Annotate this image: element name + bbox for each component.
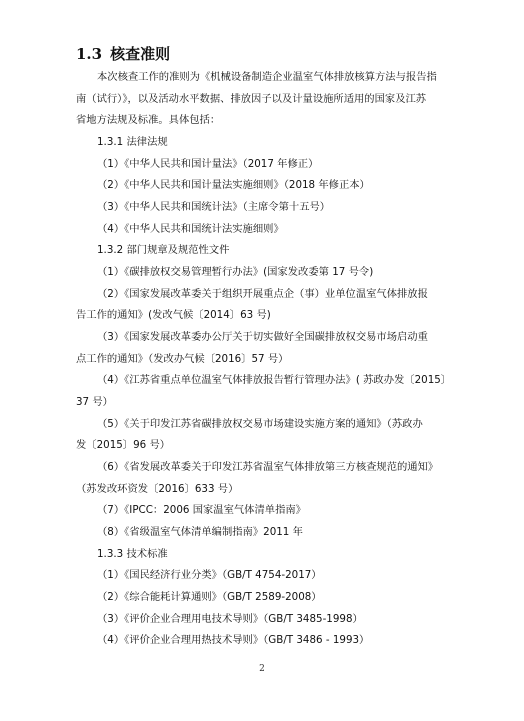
regulation-item-5-cont: 发〔2015〕96 号） <box>76 439 171 451</box>
law-item-1: （1）《中华人民共和国计量法》（2017 年修正） <box>97 158 319 170</box>
section-heading <box>76 43 170 64</box>
standard-item-1: （1）《国民经济行业分类》（GB/T 4754-2017） <box>97 569 322 581</box>
regulation-item-8: （8）《省级温室气体清单编制指南》2011 年 <box>97 526 303 538</box>
standard-item-4: （4）《评价企业合理用热技术导则》（GB/T 3486 - 1993） <box>97 634 370 646</box>
standard-item-3: （3）《评价企业合理用电技术导则》（GB/T 3485-1998） <box>97 613 363 625</box>
section-number: 1.3 <box>76 45 103 63</box>
regulation-item-4-cont: 37 号） <box>76 396 113 408</box>
regulation-item-6: （6）《省发展改革委关于印发江苏省温室气体排放第三方核查规范的通知》 <box>97 461 439 473</box>
regulation-item-5: （5）《关于印发江苏省碳排放权交易市场建设实施方案的通知》（苏政办 <box>97 418 423 430</box>
regulation-item-2-cont: 告工作的通知》(发改气候〔2014〕63 号) <box>76 309 271 321</box>
regulation-item-7: （7）《IPCC：2006 国家温室气体清单指南》 <box>97 504 306 516</box>
subsection-standards-heading: 1.3.3 技术标准 <box>97 548 168 560</box>
subsection-regulations-heading: 1.3.2 部门规章及规范性文件 <box>97 244 230 256</box>
regulation-item-2: （2）《国家发展改革委关于组织开展重点企（事）业单位温室气体排放报 <box>97 288 428 300</box>
subsection-laws-heading: 1.3.1 法律法规 <box>97 136 168 148</box>
regulation-item-6-cont: （苏发改环资发〔2016〕633 号） <box>76 483 239 495</box>
regulation-item-1: （1）《碳排放权交易管理暂行办法》(国家发改委第 17 号令) <box>97 266 374 278</box>
intro-line-1: 本次核查工作的准则为《机械设备制造企业温室气体排放核算方法与报告指 <box>97 71 437 83</box>
page-number: 2 <box>259 664 265 674</box>
regulation-item-3-cont: 点工作的通知》（发改办气候〔2016〕57 号） <box>76 353 289 365</box>
intro-line-2: 南（试行）》，以及活动水平数据、排放因子以及计量设施所适用的国家及江苏 <box>76 93 427 105</box>
section-title: 核查准则 <box>110 45 171 63</box>
law-item-3: （3）《中华人民共和国统计法》（主席令第十五号） <box>97 201 331 213</box>
regulation-item-4: （4）《江苏省重点单位温室气体排放报告暂行管理办法》( 苏政办发〔2015〕 <box>97 374 452 386</box>
intro-line-3: 省地方法规及标准。具体包括： <box>76 114 221 126</box>
regulation-item-3: （3）《国家发展改革委办公厅关于切实做好全国碳排放权交易市场启动重 <box>97 331 428 343</box>
standard-item-2: （2）《综合能耗计算通则》（GB/T 2589-2008） <box>97 591 322 603</box>
law-item-2: （2）《中华人民共和国计量法实施细则》（2018 年修正本） <box>97 179 370 191</box>
law-item-4: （4）《中华人民共和国统计法实施细则》 <box>97 223 284 235</box>
